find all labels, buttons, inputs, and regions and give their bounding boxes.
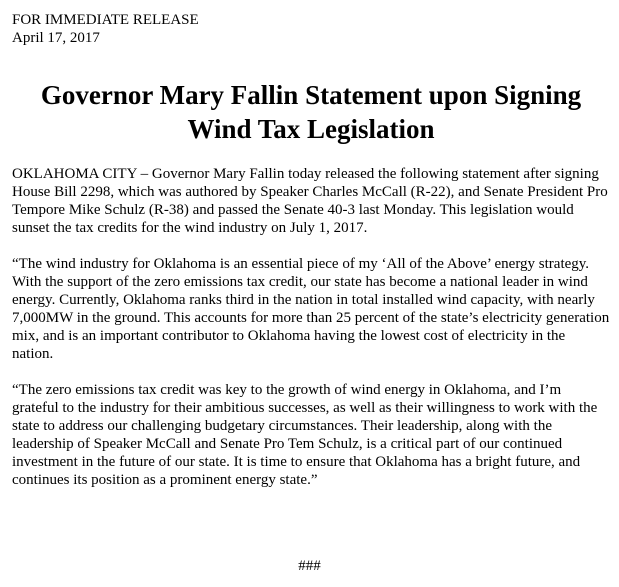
press-release-document: [12, 11, 610, 489]
paragraph-quote-1: “The wind industry for Oklahoma is an essential piece of my ‘All of the Above’ energy strategy. With the support of the zero emissions tax credit, our state has become a national leader in wind energy. Currently, Oklahoma ranks third in the nation in total installed wind capacity, with nearly 7,000MW in the ground. This accounts for more than 25 percent of the state’s electricity generation mix, and is an important contributor to Oklahoma having the lowest cost of electricity in the nation.: [12, 256, 610, 362]
title-line-2: Wind Tax Legislation: [187, 114, 435, 144]
paragraph-quote-2: “The zero emissions tax credit was key to the growth of wind energy in Oklahoma, and I’m grateful to the industry for their ambitious successes, as well as their willingness to work with the state to address our challenging budgetary circumstances. Their leadership, along with the leadership of Speaker McCall and Senate Pro Tem Schulz, is a critical part of our continued investment in the future of our state. It is time to ensure that Oklahoma has a bright future, and continues its position as a prominent energy state.”: [12, 382, 598, 488]
end-mark: ###: [298, 558, 321, 574]
paragraph-intro: OKLAHOMA CITY – Governor Mary Fallin today released the following statement after signing House Bill 2298, which was authored by Speaker Charles McCall (R-22), and Senate President Pro Tempore Mike Schulz (R-38) and passed the Senate 40-3 last Monday. This legislation would sunset the tax credits for the wind industry on July 1, 2017.: [12, 166, 608, 236]
page-title: [12, 78, 610, 146]
release-date: April 17, 2017: [12, 30, 100, 46]
release-label: FOR IMMEDIATE RELEASE: [12, 12, 199, 28]
title-line-1: Governor Mary Fallin Statement upon Signing: [40, 80, 582, 110]
